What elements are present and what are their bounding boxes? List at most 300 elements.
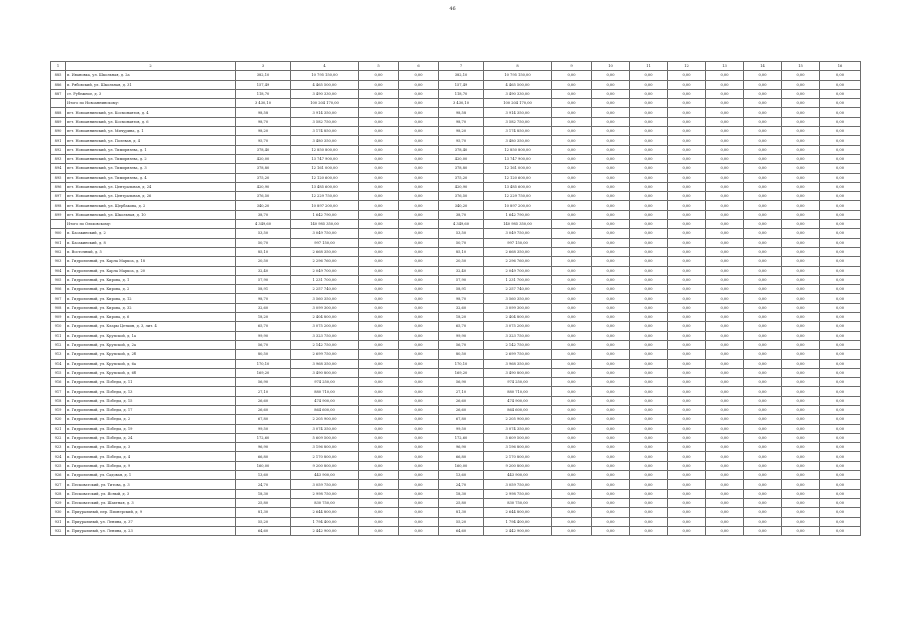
row-number-cell: 885 xyxy=(51,71,66,80)
value-cell: 0,00 xyxy=(820,508,861,517)
value-cell: 0,00 xyxy=(630,424,668,433)
value-cell: 0,00 xyxy=(630,164,668,173)
value-cell: 13 747 900,00 xyxy=(484,154,552,163)
value-cell: 0,00 xyxy=(552,359,592,368)
value-cell: 2 257 740,00 xyxy=(484,285,552,294)
value-cell: 98,70 xyxy=(236,294,291,303)
value-cell: 0,00 xyxy=(552,247,592,256)
value-cell: 0,00 xyxy=(592,498,630,507)
value-cell: 0,00 xyxy=(630,229,668,238)
value-cell: 0,00 xyxy=(359,378,399,387)
value-cell: 2 998 750,00 xyxy=(484,489,552,498)
value-cell: 0,00 xyxy=(668,331,706,340)
value-cell: 0,00 xyxy=(782,220,820,229)
value-cell: 57,90 xyxy=(439,275,484,284)
value-cell: 3 049 750,00 xyxy=(484,229,552,238)
value-cell: 0,00 xyxy=(782,359,820,368)
value-cell: 0,00 xyxy=(782,433,820,442)
value-cell: 0,00 xyxy=(668,154,706,163)
table-row xyxy=(51,247,861,256)
value-cell: 0,00 xyxy=(399,424,439,433)
value-cell: 0,00 xyxy=(706,433,744,442)
table-row xyxy=(51,368,861,377)
value-cell: 0,00 xyxy=(359,405,399,414)
value-cell: 0,00 xyxy=(744,247,782,256)
value-cell: 3 430,10 xyxy=(439,99,484,108)
value-cell: 0,00 xyxy=(630,127,668,136)
row-number-cell: 906 xyxy=(51,285,66,294)
address-cell: п. Гидролизный, ул. Крупской, д. 6а xyxy=(66,359,236,368)
value-cell: 0,00 xyxy=(744,201,782,210)
value-cell: 0,00 xyxy=(359,89,399,98)
value-cell: 0,00 xyxy=(399,80,439,89)
value-cell: 974 250,00 xyxy=(291,378,359,387)
value-cell: 0,00 xyxy=(706,396,744,405)
value-cell: 0,00 xyxy=(744,433,782,442)
value-cell: 0,00 xyxy=(782,71,820,80)
value-cell: 0,00 xyxy=(359,331,399,340)
value-cell: 0,00 xyxy=(630,322,668,331)
value-cell: 420,90 xyxy=(439,182,484,191)
value-cell: 0,00 xyxy=(782,257,820,266)
value-cell: 0,00 xyxy=(782,378,820,387)
value-cell: 0,00 xyxy=(552,117,592,126)
value-cell: 98,58 xyxy=(439,108,484,117)
value-cell: 1 231 700,00 xyxy=(484,275,552,284)
value-cell: 0,00 xyxy=(630,117,668,126)
value-cell: 0,00 xyxy=(744,396,782,405)
value-cell: 18,30 xyxy=(236,489,291,498)
value-cell: 5 609 500,00 xyxy=(484,433,552,442)
value-cell: 0,00 xyxy=(820,396,861,405)
value-cell: 864 600,00 xyxy=(291,405,359,414)
value-cell: 0,00 xyxy=(399,220,439,229)
value-cell: 0,00 xyxy=(630,378,668,387)
row-number-cell: 902 xyxy=(51,247,66,256)
value-cell: 0,00 xyxy=(552,526,592,535)
value-cell: 0,00 xyxy=(782,294,820,303)
value-cell: 12 850 800,00 xyxy=(484,145,552,154)
address-cell: п. Приуральный, пер. Пионерский, д. 9 xyxy=(66,508,236,517)
value-cell: 0,00 xyxy=(744,471,782,480)
value-cell: 13,60 xyxy=(236,471,291,480)
value-cell: 443 900,00 xyxy=(484,471,552,480)
value-cell: 0,00 xyxy=(592,71,630,80)
value-cell: 0,00 xyxy=(399,359,439,368)
value-cell: 0,00 xyxy=(630,480,668,489)
value-cell: 0,00 xyxy=(399,331,439,340)
row-number-cell: 915 xyxy=(51,368,66,377)
value-cell: 974 250,00 xyxy=(484,378,552,387)
value-cell: 99,50 xyxy=(236,424,291,433)
value-cell: 0,00 xyxy=(630,182,668,191)
value-cell: 2 142 750,00 xyxy=(484,340,552,349)
value-cell: 0,00 xyxy=(359,117,399,126)
row-number-cell: 930 xyxy=(51,508,66,517)
row-number-cell: 886 xyxy=(51,80,66,89)
table-row xyxy=(51,489,861,498)
value-cell: 0,00 xyxy=(706,99,744,108)
value-cell: 0,00 xyxy=(782,127,820,136)
value-cell: 0,00 xyxy=(706,452,744,461)
table-row xyxy=(51,275,861,284)
value-cell: 0,00 xyxy=(782,89,820,98)
value-cell: 0,00 xyxy=(399,294,439,303)
value-cell: 0,00 xyxy=(592,117,630,126)
value-cell: 0,00 xyxy=(630,145,668,154)
table-row xyxy=(51,443,861,452)
value-cell: 0,00 xyxy=(592,480,630,489)
value-cell: 0,00 xyxy=(399,117,439,126)
value-cell: 0,00 xyxy=(552,192,592,201)
value-cell: 0,00 xyxy=(744,415,782,424)
value-cell: 2 442 900,00 xyxy=(484,526,552,535)
value-cell: 382,10 xyxy=(439,71,484,80)
value-cell: 0,00 xyxy=(668,145,706,154)
value-cell: 0,00 xyxy=(552,508,592,517)
value-cell: 56,70 xyxy=(236,340,291,349)
value-cell: 0,00 xyxy=(744,424,782,433)
value-cell: 0,00 xyxy=(744,108,782,117)
value-cell: 3 099 300,00 xyxy=(291,303,359,312)
row-number-cell: 924 xyxy=(51,452,66,461)
value-cell: 0,00 xyxy=(630,471,668,480)
value-cell: 24,70 xyxy=(439,480,484,489)
value-cell: 0,00 xyxy=(668,443,706,452)
table-row xyxy=(51,405,861,414)
value-cell: 0,00 xyxy=(552,498,592,507)
data-table xyxy=(50,61,861,536)
value-cell: 0,00 xyxy=(592,471,630,480)
value-cell: 0,00 xyxy=(552,164,592,173)
value-cell: 26,60 xyxy=(236,405,291,414)
address-cell: п. Ивановка, ул. Школьная, д. 2а xyxy=(66,71,236,80)
address-cell: пгт. Новоаннинский, ул. Школьная, д. 10 xyxy=(66,210,236,219)
value-cell: 0,00 xyxy=(706,443,744,452)
value-cell: 378,80 xyxy=(236,164,291,173)
table-row xyxy=(51,182,861,191)
row-number-cell: 899 xyxy=(51,210,66,219)
value-cell: 0,00 xyxy=(782,517,820,526)
value-cell: 0,00 xyxy=(668,294,706,303)
value-cell: 0,00 xyxy=(399,303,439,312)
table-row xyxy=(51,192,861,201)
value-cell: 98,20 xyxy=(439,127,484,136)
address-cell: п. Гидролизный, ул. Победы, д. 13 xyxy=(66,387,236,396)
value-cell: 99,50 xyxy=(439,424,484,433)
value-cell: 0,00 xyxy=(630,266,668,275)
value-cell: 880 710,00 xyxy=(484,387,552,396)
value-cell: 0,00 xyxy=(592,443,630,452)
value-cell: 0,00 xyxy=(630,201,668,210)
address-cell: п. Басакинский, д. 8 xyxy=(66,238,236,247)
table-row xyxy=(51,99,861,108)
value-cell: 0,00 xyxy=(668,182,706,191)
column-header: 14 xyxy=(744,62,782,71)
value-cell: 0,00 xyxy=(668,210,706,219)
value-cell: 3 480 350,00 xyxy=(484,136,552,145)
value-cell: 2 296 760,00 xyxy=(484,257,552,266)
table-row xyxy=(51,164,861,173)
value-cell: 0,00 xyxy=(744,164,782,173)
value-cell: 0,00 xyxy=(592,173,630,182)
value-cell: 0,00 xyxy=(782,266,820,275)
table-row xyxy=(51,452,861,461)
row-number-cell: 919 xyxy=(51,405,66,414)
row-number-cell: 890 xyxy=(51,127,66,136)
value-cell: 0,00 xyxy=(630,498,668,507)
value-cell: 24,70 xyxy=(236,480,291,489)
value-cell: 0,00 xyxy=(592,368,630,377)
value-cell: 0,00 xyxy=(744,238,782,247)
value-cell: 4 349,60 xyxy=(439,220,484,229)
value-cell: 1 794 400,00 xyxy=(291,517,359,526)
value-cell: 0,00 xyxy=(706,127,744,136)
row-number-cell: 892 xyxy=(51,145,66,154)
value-cell: 0,00 xyxy=(706,313,744,322)
table-row xyxy=(51,461,861,470)
value-cell: 0,00 xyxy=(820,89,861,98)
value-cell: 0,00 xyxy=(630,192,668,201)
value-cell: 0,00 xyxy=(782,452,820,461)
value-cell: 0,00 xyxy=(399,378,439,387)
value-cell: 0,00 xyxy=(359,257,399,266)
address-cell: п. Гидролизный, ул. Кирова, д. 12 xyxy=(66,294,236,303)
value-cell: 3 074 350,00 xyxy=(291,424,359,433)
value-cell: 98,20 xyxy=(236,127,291,136)
value-cell: 0,00 xyxy=(668,387,706,396)
value-cell: 0,00 xyxy=(668,99,706,108)
address-cell: п. Гидролизный, ул. Победы, д. 4 xyxy=(66,452,236,461)
value-cell: 3 075 200,00 xyxy=(291,322,359,331)
value-cell: 0,00 xyxy=(399,136,439,145)
table-row xyxy=(51,526,861,535)
value-cell: 0,00 xyxy=(592,340,630,349)
value-cell: 0,00 xyxy=(820,247,861,256)
value-cell: 0,00 xyxy=(399,108,439,117)
value-cell: 0,00 xyxy=(552,322,592,331)
value-cell: 0,00 xyxy=(630,340,668,349)
value-cell: 10 795 150,00 xyxy=(291,71,359,80)
value-cell: 0,00 xyxy=(399,387,439,396)
value-cell: 0,00 xyxy=(630,405,668,414)
value-cell: 0,00 xyxy=(399,313,439,322)
value-cell: 0,00 xyxy=(820,331,861,340)
column-header: 1 xyxy=(51,62,66,71)
value-cell: 0,00 xyxy=(630,210,668,219)
value-cell: 80,50 xyxy=(236,350,291,359)
value-cell: 0,00 xyxy=(668,452,706,461)
table-row xyxy=(51,266,861,275)
value-cell: 0,00 xyxy=(359,154,399,163)
value-cell: 1 642 790,00 xyxy=(291,210,359,219)
address-cell: пгт. Новоаннинский, ул. Полевая, д. 4 xyxy=(66,136,236,145)
value-cell: 0,00 xyxy=(552,368,592,377)
value-cell: 420,90 xyxy=(236,182,291,191)
value-cell: 0,00 xyxy=(706,471,744,480)
value-cell: 169,20 xyxy=(236,368,291,377)
value-cell: 2 442 900,00 xyxy=(291,526,359,535)
value-cell: 0,00 xyxy=(592,164,630,173)
value-cell: 340,20 xyxy=(439,201,484,210)
value-cell: 0,00 xyxy=(592,405,630,414)
value-cell: 0,00 xyxy=(782,108,820,117)
value-cell: 0,00 xyxy=(668,322,706,331)
value-cell: 9 200 800,00 xyxy=(484,461,552,470)
value-cell: 0,00 xyxy=(359,508,399,517)
value-cell: 0,00 xyxy=(592,238,630,247)
value-cell: 830 750,00 xyxy=(484,498,552,507)
value-cell: 0,00 xyxy=(706,182,744,191)
row-number-cell: 900 xyxy=(51,229,66,238)
value-cell: 0,00 xyxy=(668,517,706,526)
address-cell: п. Гидролизный, ул. Победы, д. 11 xyxy=(66,378,236,387)
value-cell: 96,90 xyxy=(439,443,484,452)
table-row xyxy=(51,71,861,80)
value-cell: 0,00 xyxy=(706,294,744,303)
value-cell: 3 196 800,00 xyxy=(291,443,359,452)
address-cell: пгт. Новоаннинский, ул. Тимирязева, д. 4 xyxy=(66,173,236,182)
address-cell: п. Гидролизный, ул. Карла Маркса, д. 18 xyxy=(66,257,236,266)
value-cell: 0,00 xyxy=(359,303,399,312)
value-cell: 2 998 750,00 xyxy=(291,489,359,498)
value-cell: 0,00 xyxy=(399,173,439,182)
value-cell: 18,20 xyxy=(439,313,484,322)
value-cell: 160,00 xyxy=(236,461,291,470)
address-cell: п. Приуральный, ул. Ленина, д. 23 xyxy=(66,526,236,535)
value-cell: 0,00 xyxy=(706,117,744,126)
value-cell: 0,00 xyxy=(399,127,439,136)
row-number-cell: 913 xyxy=(51,350,66,359)
value-cell: 3 490 800,00 xyxy=(484,368,552,377)
row-number-cell: 898 xyxy=(51,201,66,210)
value-cell: 0,00 xyxy=(744,489,782,498)
value-cell: 0,00 xyxy=(359,182,399,191)
value-cell: 0,00 xyxy=(782,210,820,219)
column-header: 5 xyxy=(359,62,399,71)
value-cell: 0,00 xyxy=(706,108,744,117)
value-cell: 0,00 xyxy=(706,359,744,368)
value-cell: 0,00 xyxy=(782,471,820,480)
value-cell: 0,00 xyxy=(782,238,820,247)
value-cell: 65,70 xyxy=(439,322,484,331)
value-cell: 2 049 700,00 xyxy=(484,266,552,275)
value-cell: 0,00 xyxy=(399,285,439,294)
value-cell: 0,00 xyxy=(399,526,439,535)
value-cell: 0,00 xyxy=(744,350,782,359)
value-cell: 0,00 xyxy=(359,173,399,182)
value-cell: 0,00 xyxy=(668,136,706,145)
value-cell: 13 485 600,00 xyxy=(291,182,359,191)
address-cell: п. Гидролизный, ул. Клары Цеткин, д. 3, лит. 4 xyxy=(66,322,236,331)
value-cell: 0,00 xyxy=(668,378,706,387)
value-cell: 0,00 xyxy=(552,99,592,108)
value-cell: 3 560 350,00 xyxy=(291,294,359,303)
value-cell: 0,00 xyxy=(706,164,744,173)
address-cell: п. Гидролизный, ул. Победы, д. 9 xyxy=(66,461,236,470)
value-cell: 2 257 740,00 xyxy=(291,285,359,294)
value-cell: 0,00 xyxy=(706,498,744,507)
row-number-cell: 921 xyxy=(51,424,66,433)
address-cell: п. Гидролизный, ул. Победы, д. 2 xyxy=(66,415,236,424)
value-cell: 0,00 xyxy=(744,443,782,452)
value-cell: 0,00 xyxy=(552,517,592,526)
column-header: 8 xyxy=(484,62,552,71)
value-cell: 0,00 xyxy=(552,331,592,340)
value-cell: 0,00 xyxy=(552,89,592,98)
value-cell: 0,00 xyxy=(630,247,668,256)
value-cell: 0,00 xyxy=(668,80,706,89)
column-header: 9 xyxy=(552,62,592,71)
value-cell: 0,00 xyxy=(820,471,861,480)
value-cell: 0,00 xyxy=(399,498,439,507)
value-cell: 0,00 xyxy=(399,145,439,154)
value-cell: 64,60 xyxy=(439,526,484,535)
value-cell: 2 644 800,00 xyxy=(291,508,359,517)
value-cell: 85,10 xyxy=(439,247,484,256)
value-cell: 997 150,00 xyxy=(291,238,359,247)
value-cell: 0,00 xyxy=(630,71,668,80)
value-cell: 0,00 xyxy=(592,220,630,229)
value-cell: 0,00 xyxy=(630,508,668,517)
value-cell: 3 480 350,00 xyxy=(291,136,359,145)
value-cell: 0,00 xyxy=(592,294,630,303)
row-number-cell: 901 xyxy=(51,238,66,247)
address-cell: пгт. Новоаннинский, ул. Тимирязева, д. 1 xyxy=(66,145,236,154)
value-cell: 0,00 xyxy=(399,257,439,266)
value-cell: 3 490 330,00 xyxy=(291,89,359,98)
value-cell: 0,00 xyxy=(359,340,399,349)
value-cell: 2 142 750,00 xyxy=(291,340,359,349)
value-cell: 32,40 xyxy=(236,266,291,275)
value-cell: 0,00 xyxy=(359,396,399,405)
value-cell: 0,00 xyxy=(399,322,439,331)
address-cell: п. Песковатский, ул. Ясный, д. 3 xyxy=(66,489,236,498)
value-cell: 0,00 xyxy=(399,266,439,275)
value-cell: 3 323 750,00 xyxy=(484,331,552,340)
value-cell: 0,00 xyxy=(359,387,399,396)
value-cell: 0,00 xyxy=(592,526,630,535)
value-cell: 0,00 xyxy=(668,368,706,377)
value-cell: 0,00 xyxy=(820,136,861,145)
value-cell: 0,00 xyxy=(630,80,668,89)
value-cell: 0,00 xyxy=(782,303,820,312)
value-cell: 0,00 xyxy=(592,424,630,433)
value-cell: 0,00 xyxy=(668,359,706,368)
table-row xyxy=(51,340,861,349)
value-cell: 118,70 xyxy=(439,89,484,98)
value-cell: 0,00 xyxy=(820,350,861,359)
value-cell: 0,00 xyxy=(706,415,744,424)
value-cell: 10 897 200,00 xyxy=(291,201,359,210)
value-cell: 0,00 xyxy=(552,350,592,359)
value-cell: 0,00 xyxy=(668,526,706,535)
value-cell: 0,00 xyxy=(744,136,782,145)
value-cell: 1 642 790,00 xyxy=(484,210,552,219)
row-number-cell: 888 xyxy=(51,108,66,117)
value-cell: 0,00 xyxy=(399,433,439,442)
value-cell: 0,00 xyxy=(359,294,399,303)
value-cell: 997 150,00 xyxy=(484,238,552,247)
value-cell: 0,00 xyxy=(399,480,439,489)
value-cell: 0,00 xyxy=(820,498,861,507)
value-cell: 0,00 xyxy=(399,461,439,470)
value-cell: 0,00 xyxy=(706,517,744,526)
value-cell: 0,00 xyxy=(668,508,706,517)
value-cell: 0,00 xyxy=(744,80,782,89)
value-cell: 0,00 xyxy=(552,443,592,452)
value-cell: 80,50 xyxy=(439,350,484,359)
